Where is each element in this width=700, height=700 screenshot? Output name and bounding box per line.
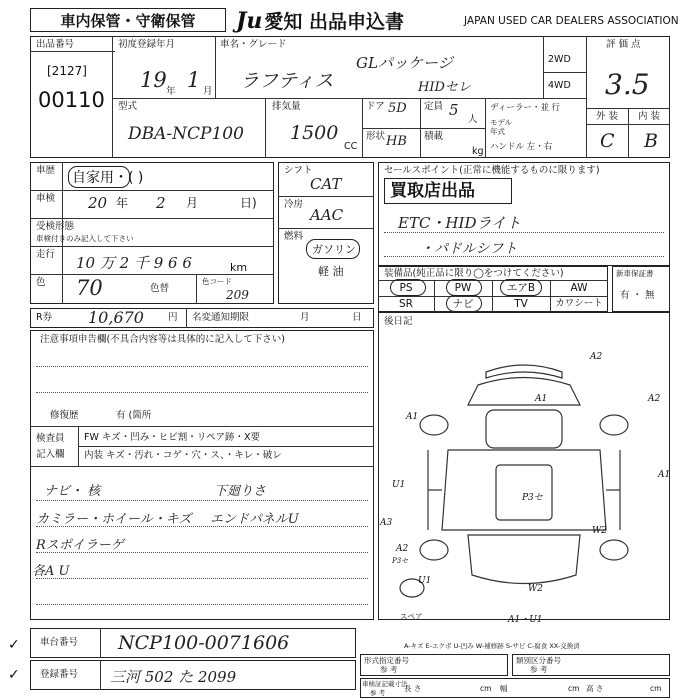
damage-label: A2 <box>396 544 409 554</box>
model-year-label: モデル <box>490 118 513 127</box>
registration-label: 登録番号 <box>40 669 79 680</box>
memo-line2: カミラー・ホイール・キズ <box>36 512 192 527</box>
width-unit: cm <box>568 684 580 693</box>
memo-line1b: 下廻りさ <box>214 484 267 499</box>
notes-section <box>30 330 374 620</box>
wheel-rear-right <box>600 540 628 560</box>
check-mark: ✓ <box>8 667 20 683</box>
repair-label: 修復歴 <box>50 410 79 421</box>
name-change-day: 日 <box>352 312 362 323</box>
inspection-year: 20 <box>88 194 108 212</box>
association-name: JAPAN USED CAR DEALERS ASSOCIATION <box>464 15 679 27</box>
notes-title: 注意事項申告欄(不具合内容等は具体的に記入して下さい) <box>40 334 285 345</box>
inspection-year-unit: 年 <box>116 196 129 210</box>
car-front-outline <box>468 378 580 406</box>
damage-label: U1 <box>392 480 406 490</box>
fuel-gasoline: ガソリン <box>312 243 356 256</box>
mileage-label: 走行 <box>36 249 56 260</box>
wheel-rear-left <box>420 540 448 560</box>
history-value: 自家用・( ) <box>72 170 144 186</box>
model-value: DBA-NCP100 <box>128 124 244 144</box>
type-approval-reference: 参 考 <box>380 665 398 674</box>
equip-aw: AW <box>570 282 588 294</box>
mileage-value: 10 万 2 千 9 6 6 <box>76 254 192 272</box>
equip-tv: TV <box>514 298 528 310</box>
car-hood <box>486 410 562 448</box>
cc-unit: CC <box>344 141 358 152</box>
height-unit: cm <box>650 684 662 693</box>
equip-seat: カワシート <box>555 298 603 309</box>
capacity-value: 5 <box>449 101 459 119</box>
capacity-unit: 人 <box>468 114 478 125</box>
year-unit: 年 <box>166 86 176 97</box>
door-value: 5D <box>388 101 407 116</box>
interior-label: 内 装 <box>638 111 661 122</box>
chassis-label: 車台番号 <box>40 637 79 648</box>
capacity-label: 定員 <box>424 101 444 112</box>
displacement-label: 排気量 <box>272 101 301 112</box>
name-change-label: 名変通知期限 <box>192 312 250 323</box>
registration-value: 三河 502 た 2099 <box>110 668 237 686</box>
exterior-label: 外 装 <box>596 111 619 122</box>
warranty-label: 新車保証書 <box>616 269 654 278</box>
kg-unit: kg <box>472 146 484 157</box>
ju-logo-mark: Ju <box>236 8 263 34</box>
memo-line4: 各A U <box>32 564 70 579</box>
repair-value: 有 (箇所 <box>116 410 152 421</box>
score-value: 3.5 <box>605 68 650 101</box>
memo-line1: ナビ・ 核 <box>44 484 101 499</box>
interior-value: B <box>644 130 658 152</box>
damage-label: A1 <box>658 470 671 480</box>
recycle-yen: 円 <box>168 312 178 323</box>
drive-4wd: 4WD <box>548 80 571 91</box>
shift-value: CAT <box>310 175 342 193</box>
spare-label: スペア <box>400 612 423 621</box>
equip-ps: PS <box>399 282 413 294</box>
sales-point-line1: ETC・HIDライト <box>398 214 522 232</box>
category-label: 類別区分番号 <box>516 656 561 665</box>
inspection-day-unit: 日) <box>240 196 257 210</box>
airbag-circle <box>500 279 542 296</box>
damage-label: A1 <box>406 412 419 422</box>
damage-label: W2 <box>592 526 607 536</box>
displacement-value: 1500 <box>290 122 339 144</box>
pw-circle <box>446 279 482 296</box>
length-label: 長 さ <box>404 684 422 693</box>
check-mark: ✓ <box>8 637 20 653</box>
acceptance-label: 受検形態 <box>36 221 75 232</box>
lot-number: 00110 <box>38 88 105 112</box>
damage-label: W2 <box>528 584 543 594</box>
damage-label: A2 <box>648 394 661 404</box>
equip-sr: SR <box>399 298 413 310</box>
name-grade-label: 車名・グレード <box>220 39 287 50</box>
form-title: 愛知 出品申込書 <box>264 11 405 33</box>
history-label: 車歴 <box>36 165 56 176</box>
sales-point-line2: ・パドルシフト <box>420 241 518 257</box>
lot-label: 出品番号 <box>36 39 75 50</box>
private-use-circle <box>68 166 130 188</box>
acceptance-note: 車検付きのみ記入して下さい <box>36 234 134 243</box>
first-reg-label: 初度登録年月 <box>118 39 176 50</box>
storage-title: 車内保管・守衛保管 <box>30 8 226 32</box>
fw-row: FW キズ・凹み・ヒビ割・リペア跡・X要 <box>84 432 261 443</box>
ac-value: AAC <box>310 206 344 224</box>
interior-row: 内装 キズ・汚れ・コゲ・穴・ス、・キレ・破レ <box>84 450 282 461</box>
car-roof-outline <box>486 365 562 378</box>
recycle-amount: 10,670 <box>88 308 144 327</box>
dims-label: 車検証記載寸法 <box>362 680 408 688</box>
top-section <box>30 36 670 158</box>
warranty-value: 有 ・ 無 <box>620 290 655 301</box>
length-unit: cm <box>480 684 492 693</box>
rear-seal-label: 後日記 <box>384 316 413 327</box>
grade: GLパッケージ <box>356 54 453 72</box>
dims-reference: 参 考 <box>370 689 386 697</box>
color-code-label: 色コード <box>202 277 232 286</box>
damage-label: U1 <box>418 576 432 586</box>
sales-points-title: セールスポイント(正常に機能するものに限ります) <box>384 165 600 176</box>
color-code-value: 209 <box>226 288 249 302</box>
model-year-value: 年式 <box>490 127 505 136</box>
grade2: HIDセレ <box>418 80 471 95</box>
car-rear-outline <box>468 535 580 584</box>
chassis-value: NCP100-0071606 <box>118 632 290 654</box>
damage-legend: A-キズ E-エクボ U-凹み W-補修跡 S-サビ C-腐食 XX-交換済 <box>404 642 580 650</box>
damage-label: P3セ <box>522 493 543 503</box>
load-label: 積載 <box>424 131 444 142</box>
gasoline-circle <box>306 239 360 259</box>
lot-bracket: [2127] <box>47 64 87 78</box>
logo <box>236 8 404 35</box>
wheel-front-left <box>420 415 448 435</box>
drive-2wd: 2WD <box>548 54 571 65</box>
inspection-month-unit: 月 <box>186 196 199 210</box>
color-value: 70 <box>76 276 103 300</box>
inspector-label: 検査員 <box>36 433 65 444</box>
buyer-store-label: 買取店出品 <box>390 181 475 201</box>
shape-value: HB <box>386 134 407 149</box>
damage-label: A1・U1 <box>508 615 543 625</box>
equipment-title: 装備品(純正品に限り◯をつけてください) <box>384 268 564 279</box>
damage-label: P3セ <box>392 557 409 565</box>
first-reg-month: 1 <box>187 68 201 92</box>
damage-label: A3 <box>380 518 393 528</box>
car-name: ラフティス <box>240 70 334 92</box>
equip-pw: PW <box>454 282 472 294</box>
wheel-front-right <box>600 415 628 435</box>
inspection-month: 2 <box>156 194 166 212</box>
model-label: 型式 <box>118 101 138 112</box>
type-approval-label: 形式指定番号 <box>364 656 409 665</box>
name-change-month: 月 <box>300 312 310 323</box>
inspector-label2: 記入欄 <box>36 449 65 460</box>
memo-line3: Rスポイラーゲ <box>36 538 124 553</box>
memo-line2b: エンドパネルU <box>210 512 299 527</box>
color-label: 色 <box>36 277 46 288</box>
first-reg-year: 19 <box>140 68 167 92</box>
fuel-diesel: 軽 油 <box>318 265 344 278</box>
door-label: ドア <box>366 101 385 112</box>
exterior-value: C <box>600 130 615 152</box>
score-label: 評 価 点 <box>606 39 641 50</box>
color-change-label: 色替 <box>150 283 170 294</box>
navi-circle <box>446 295 482 312</box>
month-unit: 月 <box>203 86 213 97</box>
shift-label: シフト <box>284 165 313 176</box>
equip-navi: ナビ <box>452 298 474 310</box>
width-label: 幅 <box>500 684 508 693</box>
equip-airbag: エアB <box>506 282 536 294</box>
category-reference: 参 考 <box>530 665 548 674</box>
fuel-label: 燃料 <box>284 231 304 242</box>
height-label: 高 さ <box>586 684 604 693</box>
shape-label: 形状 <box>366 131 386 142</box>
damage-label: A1 <box>535 394 548 404</box>
dealer-label: ディーラー・並 行 <box>490 103 561 113</box>
recycle-label: R券 <box>36 312 53 323</box>
ps-circle <box>390 279 426 296</box>
inspection-label: 車検 <box>36 193 56 204</box>
mileage-unit: km <box>230 261 248 274</box>
ac-label: 冷房 <box>284 199 304 210</box>
damage-label: A2 <box>590 352 603 362</box>
handle-label: ハンドル 左・右 <box>490 142 553 152</box>
